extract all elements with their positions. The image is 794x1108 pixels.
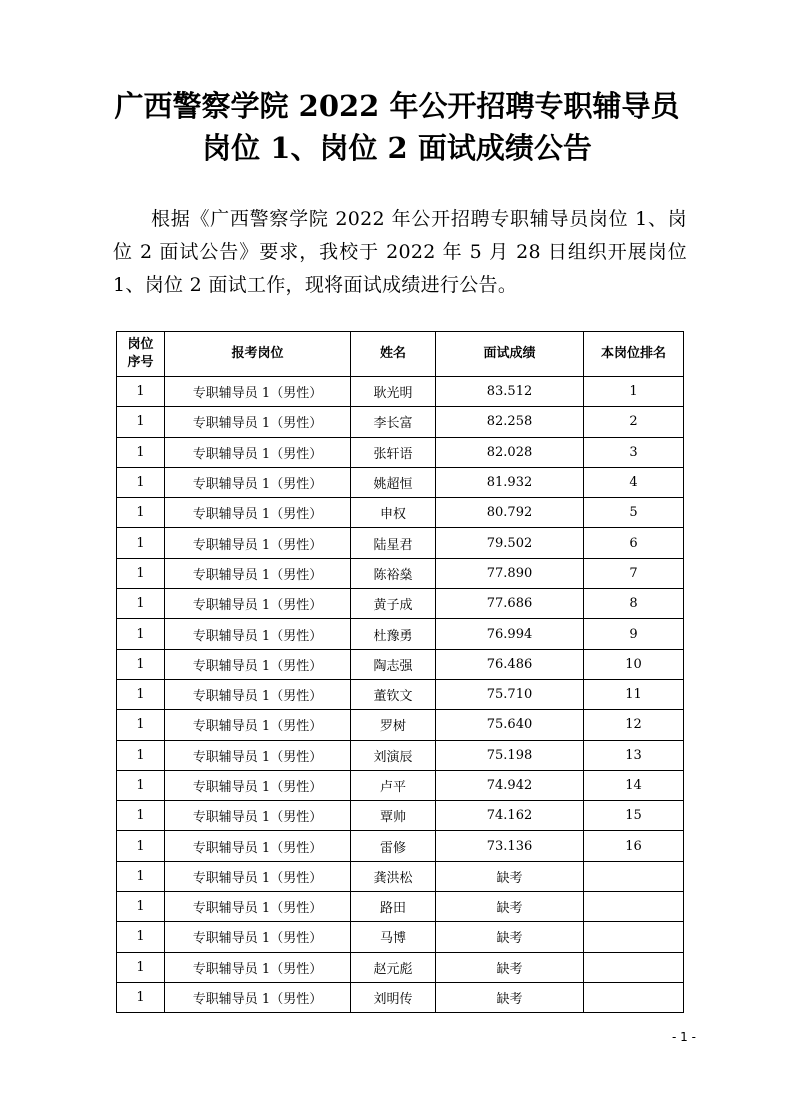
cell-post: 专职辅导员 1（男性） [165, 740, 351, 770]
cell-score: 缺考 [436, 982, 584, 1012]
cell-post-no: 1 [117, 710, 165, 740]
cell-post-no: 1 [117, 952, 165, 982]
cell-rank [584, 861, 684, 891]
table-row [117, 437, 684, 467]
cell-rank: 7 [584, 558, 684, 588]
table-row [117, 710, 684, 740]
intro-paragraph: 根据《广西警察学院 2022 年公开招聘专职辅导员岗位 1、岗位 2 面试公告》要求，我校于 2022 年 5 月 28 日组织开展岗位 1、岗位 2 面试工作，现将面试成绩进行公告。 [113, 208, 687, 296]
document-title-line2: 岗位 1、岗位 2 面试成绩公告 [202, 131, 592, 165]
cell-post-no: 1 [117, 982, 165, 1012]
cell-score: 缺考 [436, 952, 584, 982]
cell-post: 专职辅导员 1（男性） [165, 801, 351, 831]
cell-post-no: 1 [117, 619, 165, 649]
cell-name: 陆星君 [351, 528, 436, 558]
cell-post-no: 1 [117, 679, 165, 709]
cell-name: 赵元彪 [351, 952, 436, 982]
cell-post: 专职辅导员 1（男性） [165, 619, 351, 649]
cell-post: 专职辅导员 1（男性） [165, 498, 351, 528]
cell-post: 专职辅导员 1（男性） [165, 649, 351, 679]
cell-name: 龚洪松 [351, 861, 436, 891]
table-row [117, 740, 684, 770]
cell-rank: 10 [584, 649, 684, 679]
cell-name: 申权 [351, 498, 436, 528]
table-header-row [117, 332, 684, 377]
table-row [117, 619, 684, 649]
cell-name: 杜豫勇 [351, 619, 436, 649]
cell-name: 姚超恒 [351, 467, 436, 497]
cell-post: 专职辅导员 1（男性） [165, 558, 351, 588]
cell-name: 刘明传 [351, 982, 436, 1012]
cell-score: 76.994 [436, 619, 584, 649]
cell-post: 专职辅导员 1（男性） [165, 710, 351, 740]
table-row [117, 649, 684, 679]
cell-post-no: 1 [117, 922, 165, 952]
cell-score: 缺考 [436, 861, 584, 891]
cell-score: 74.942 [436, 770, 584, 800]
cell-score: 81.932 [436, 467, 584, 497]
cell-score: 73.136 [436, 831, 584, 861]
cell-name: 董钦文 [351, 679, 436, 709]
cell-rank [584, 952, 684, 982]
cell-post-no: 1 [117, 861, 165, 891]
table-row [117, 922, 684, 952]
col-header-post-no-text: 岗位序号 [127, 337, 154, 370]
page-number: - 1 - [672, 1030, 696, 1044]
cell-score: 76.486 [436, 649, 584, 679]
cell-rank: 9 [584, 619, 684, 649]
cell-post: 专职辅导员 1（男性） [165, 528, 351, 558]
cell-name: 路田 [351, 892, 436, 922]
cell-name: 黄子成 [351, 589, 436, 619]
cell-name: 张轩语 [351, 437, 436, 467]
cell-post-no: 1 [117, 649, 165, 679]
cell-post-no: 1 [117, 558, 165, 588]
cell-post: 专职辅导员 1（男性） [165, 679, 351, 709]
cell-post: 专职辅导员 1（男性） [165, 892, 351, 922]
cell-rank: 3 [584, 437, 684, 467]
cell-post: 专职辅导员 1（男性） [165, 922, 351, 952]
table-row [117, 770, 684, 800]
cell-post-no: 1 [117, 892, 165, 922]
cell-post-no: 1 [117, 528, 165, 558]
cell-rank: 13 [584, 740, 684, 770]
cell-name: 陶志强 [351, 649, 436, 679]
cell-post-no: 1 [117, 589, 165, 619]
cell-name: 刘演辰 [351, 740, 436, 770]
table-row [117, 558, 684, 588]
cell-post-no: 1 [117, 801, 165, 831]
cell-name: 罗树 [351, 710, 436, 740]
cell-post-no: 1 [117, 407, 165, 437]
cell-name: 李长富 [351, 407, 436, 437]
col-header-score: 面试成绩 [436, 332, 584, 377]
cell-score: 82.028 [436, 437, 584, 467]
cell-name: 覃帅 [351, 801, 436, 831]
cell-post: 专职辅导员 1（男性） [165, 861, 351, 891]
table-row [117, 498, 684, 528]
cell-rank: 5 [584, 498, 684, 528]
cell-score: 82.258 [436, 407, 584, 437]
table-row [117, 467, 684, 497]
table-row [117, 952, 684, 982]
table-body [117, 377, 684, 1013]
table-row [117, 679, 684, 709]
table-row [117, 528, 684, 558]
cell-rank: 8 [584, 589, 684, 619]
cell-score: 75.198 [436, 740, 584, 770]
table-row [117, 801, 684, 831]
cell-name: 陈裕燊 [351, 558, 436, 588]
cell-score: 缺考 [436, 892, 584, 922]
cell-post-no: 1 [117, 770, 165, 800]
table-row [117, 892, 684, 922]
cell-post: 专职辅导员 1（男性） [165, 589, 351, 619]
cell-name: 雷修 [351, 831, 436, 861]
cell-rank: 6 [584, 528, 684, 558]
cell-post: 专职辅导员 1（男性） [165, 467, 351, 497]
cell-rank: 1 [584, 377, 684, 407]
cell-rank: 12 [584, 710, 684, 740]
cell-post: 专职辅导员 1（男性） [165, 831, 351, 861]
cell-post: 专职辅导员 1（男性） [165, 437, 351, 467]
cell-score: 83.512 [436, 377, 584, 407]
col-header-rank: 本岗位排名 [584, 332, 684, 377]
cell-post-no: 1 [117, 831, 165, 861]
cell-score: 75.640 [436, 710, 584, 740]
cell-name: 卢平 [351, 770, 436, 800]
cell-score: 缺考 [436, 922, 584, 952]
cell-rank: 11 [584, 679, 684, 709]
cell-rank: 2 [584, 407, 684, 437]
cell-rank [584, 982, 684, 1012]
cell-post: 专职辅导员 1（男性） [165, 377, 351, 407]
cell-name: 马博 [351, 922, 436, 952]
cell-post: 专职辅导员 1（男性） [165, 407, 351, 437]
col-header-name: 姓名 [351, 332, 436, 377]
table-row [117, 377, 684, 407]
col-header-post: 报考岗位 [165, 332, 351, 377]
cell-rank: 15 [584, 801, 684, 831]
table-row [117, 982, 684, 1012]
cell-post-no: 1 [117, 377, 165, 407]
cell-post-no: 1 [117, 437, 165, 467]
cell-score: 79.502 [436, 528, 584, 558]
table-row [117, 589, 684, 619]
cell-post: 专职辅导员 1（男性） [165, 982, 351, 1012]
table-row [117, 407, 684, 437]
cell-rank: 4 [584, 467, 684, 497]
cell-score: 77.686 [436, 589, 584, 619]
col-header-post-no [117, 332, 165, 377]
cell-rank: 14 [584, 770, 684, 800]
cell-name: 耿光明 [351, 377, 436, 407]
cell-rank [584, 922, 684, 952]
cell-score: 80.792 [436, 498, 584, 528]
cell-rank [584, 892, 684, 922]
document-title-line1: 广西警察学院 2022 年公开招聘专职辅导员 [114, 89, 680, 123]
cell-post-no: 1 [117, 467, 165, 497]
table-row [117, 861, 684, 891]
score-table [116, 331, 684, 1013]
cell-post: 专职辅导员 1（男性） [165, 770, 351, 800]
cell-score: 77.890 [436, 558, 584, 588]
cell-post-no: 1 [117, 740, 165, 770]
cell-post: 专职辅导员 1（男性） [165, 952, 351, 982]
cell-score: 74.162 [436, 801, 584, 831]
cell-post-no: 1 [117, 498, 165, 528]
table-row [117, 831, 684, 861]
cell-rank: 16 [584, 831, 684, 861]
cell-score: 75.710 [436, 679, 584, 709]
